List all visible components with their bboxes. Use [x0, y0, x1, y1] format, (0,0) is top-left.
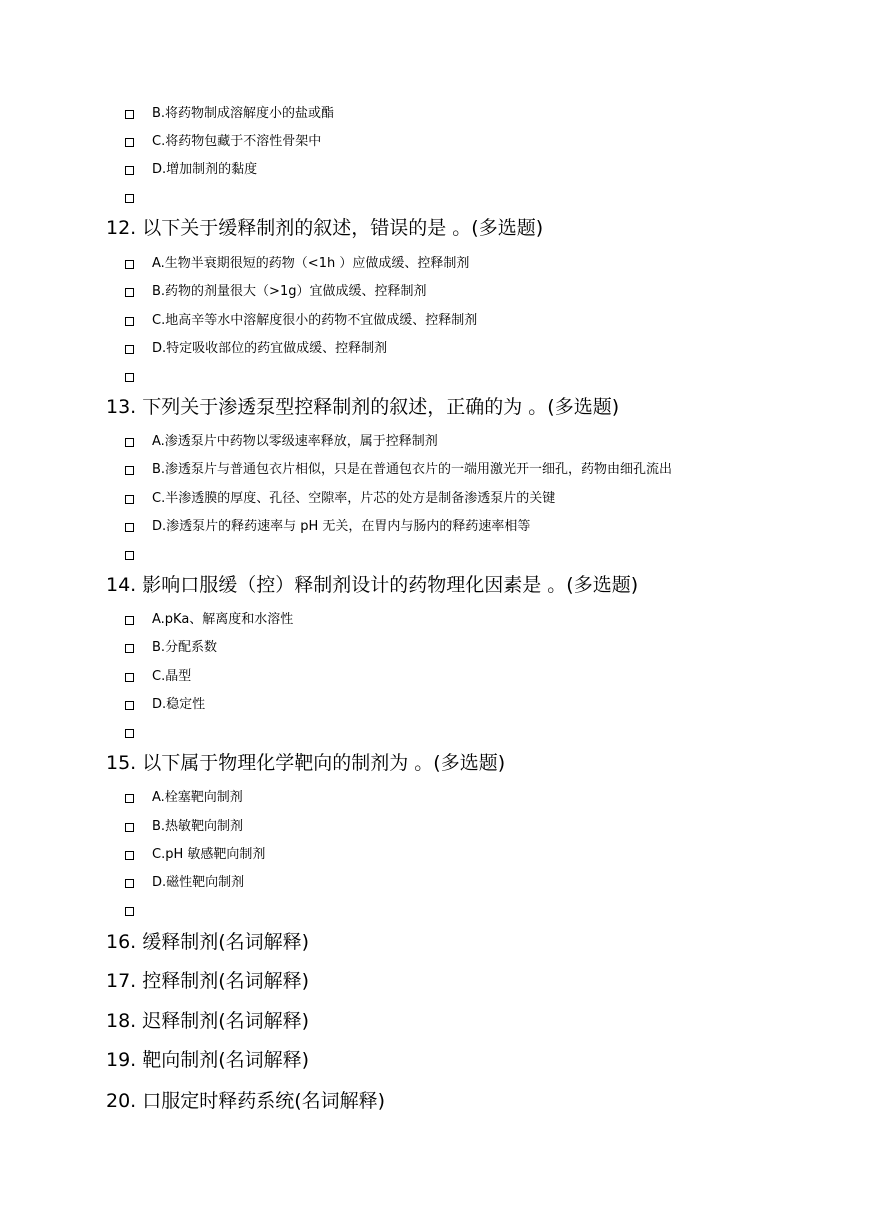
- checkbox[interactable]: [125, 110, 134, 119]
- checkbox[interactable]: [125, 260, 134, 269]
- option-item[interactable]: [125, 872, 244, 894]
- option-text: B.热敏靶向制剂: [152, 819, 244, 834]
- checkbox[interactable]: [125, 879, 134, 888]
- option-item[interactable]: [125, 338, 387, 360]
- option-item[interactable]: [125, 516, 530, 538]
- checkbox[interactable]: [125, 373, 134, 382]
- option-item[interactable]: [125, 666, 191, 688]
- question-title: 17. 控释制剂(名词解释): [106, 970, 310, 992]
- checkbox[interactable]: [125, 673, 134, 682]
- option-item[interactable]: [125, 637, 217, 659]
- checkbox[interactable]: [125, 907, 134, 916]
- question-title: 14. 影响口服缓（控）释制剂设计的药物理化因素是 。(多选题): [106, 574, 639, 596]
- checkbox[interactable]: [125, 288, 134, 297]
- option-item[interactable]: [125, 459, 672, 481]
- checkbox[interactable]: [125, 851, 134, 860]
- option-item[interactable]: [125, 310, 477, 332]
- option-item[interactable]: [125, 844, 265, 866]
- option-text: A.渗透泵片中药物以零级速率释放，属于控释制剂: [152, 434, 438, 449]
- checkbox[interactable]: [125, 823, 134, 832]
- option-item[interactable]: [125, 694, 205, 716]
- option-text: B.将药物制成溶解度小的盐或酯: [152, 106, 335, 121]
- option-item[interactable]: [125, 544, 152, 566]
- option-text: C.地高辛等水中溶解度很小的药物不宜做成缓、控释制剂: [152, 313, 478, 328]
- checkbox[interactable]: [125, 317, 134, 326]
- question-title: 12. 以下关于缓释制剂的叙述，错误的是 。(多选题): [106, 217, 544, 239]
- option-item[interactable]: [125, 187, 152, 209]
- option-text: B.药物的剂量很大（>1g）宜做成缓、控释制剂: [152, 284, 427, 299]
- option-item[interactable]: [125, 103, 334, 125]
- checkbox[interactable]: [125, 138, 134, 147]
- option-item[interactable]: [125, 253, 469, 275]
- checkbox[interactable]: [125, 729, 134, 738]
- question-title: 20. 口服定时释药系统(名词解释): [106, 1090, 386, 1112]
- checkbox[interactable]: [125, 345, 134, 354]
- option-item[interactable]: [125, 900, 152, 922]
- question-title: 16. 缓释制剂(名词解释): [106, 931, 310, 953]
- option-item[interactable]: [125, 787, 243, 809]
- option-text: C.半渗透膜的厚度、孔径、空隙率，片芯的处方是制备渗透泵片的关键: [152, 491, 556, 506]
- checkbox[interactable]: [125, 701, 134, 710]
- option-item[interactable]: [125, 609, 293, 631]
- option-text: D.增加制剂的黏度: [152, 162, 258, 177]
- checkbox[interactable]: [125, 794, 134, 803]
- checkbox[interactable]: [125, 466, 134, 475]
- question-title: 18. 迟释制剂(名词解释): [106, 1010, 310, 1032]
- option-item[interactable]: [125, 431, 438, 453]
- checkbox[interactable]: [125, 616, 134, 625]
- option-text: D.稳定性: [152, 697, 206, 712]
- option-item[interactable]: [125, 131, 321, 153]
- option-text: C.晶型: [152, 669, 192, 684]
- checkbox[interactable]: [125, 438, 134, 447]
- option-text: C.将药物包藏于不溶性骨架中: [152, 134, 322, 149]
- option-text: B.渗透泵片与普通包衣片相似，只是在普通包衣片的一端用激光开一细孔，药物由细孔流出: [152, 462, 673, 477]
- checkbox[interactable]: [125, 644, 134, 653]
- option-item[interactable]: [125, 488, 555, 510]
- option-text: C.pH 敏感靶向制剂: [152, 847, 266, 862]
- option-item[interactable]: [125, 366, 152, 388]
- option-text: B.分配系数: [152, 640, 218, 655]
- checkbox[interactable]: [125, 194, 134, 203]
- checkbox[interactable]: [125, 495, 134, 504]
- option-item[interactable]: [125, 722, 152, 744]
- option-item[interactable]: [125, 159, 257, 181]
- checkbox[interactable]: [125, 551, 134, 560]
- option-text: D.渗透泵片的释药速率与 pH 无关，在胃内与肠内的释药速率相等: [152, 519, 531, 534]
- option-text: D.磁性靶向制剂: [152, 875, 245, 890]
- checkbox[interactable]: [125, 166, 134, 175]
- question-title: 13. 下列关于渗透泵型控释制剂的叙述，正确的为 。(多选题): [106, 396, 620, 418]
- option-text: A.栓塞靶向制剂: [152, 790, 243, 805]
- option-item[interactable]: [125, 281, 426, 303]
- question-title: 15. 以下属于物理化学靶向的制剂为 。(多选题): [106, 752, 506, 774]
- question-title: 19. 靶向制剂(名词解释): [106, 1049, 310, 1071]
- option-text: A.pKa、解离度和水溶性: [152, 612, 294, 627]
- option-item[interactable]: [125, 816, 243, 838]
- checkbox[interactable]: [125, 523, 134, 532]
- option-text: D.特定吸收部位的药宜做成缓、控释制剂: [152, 341, 388, 356]
- option-text: A.生物半衰期很短的药物（<1h ）应做成缓、控释制剂: [152, 256, 470, 271]
